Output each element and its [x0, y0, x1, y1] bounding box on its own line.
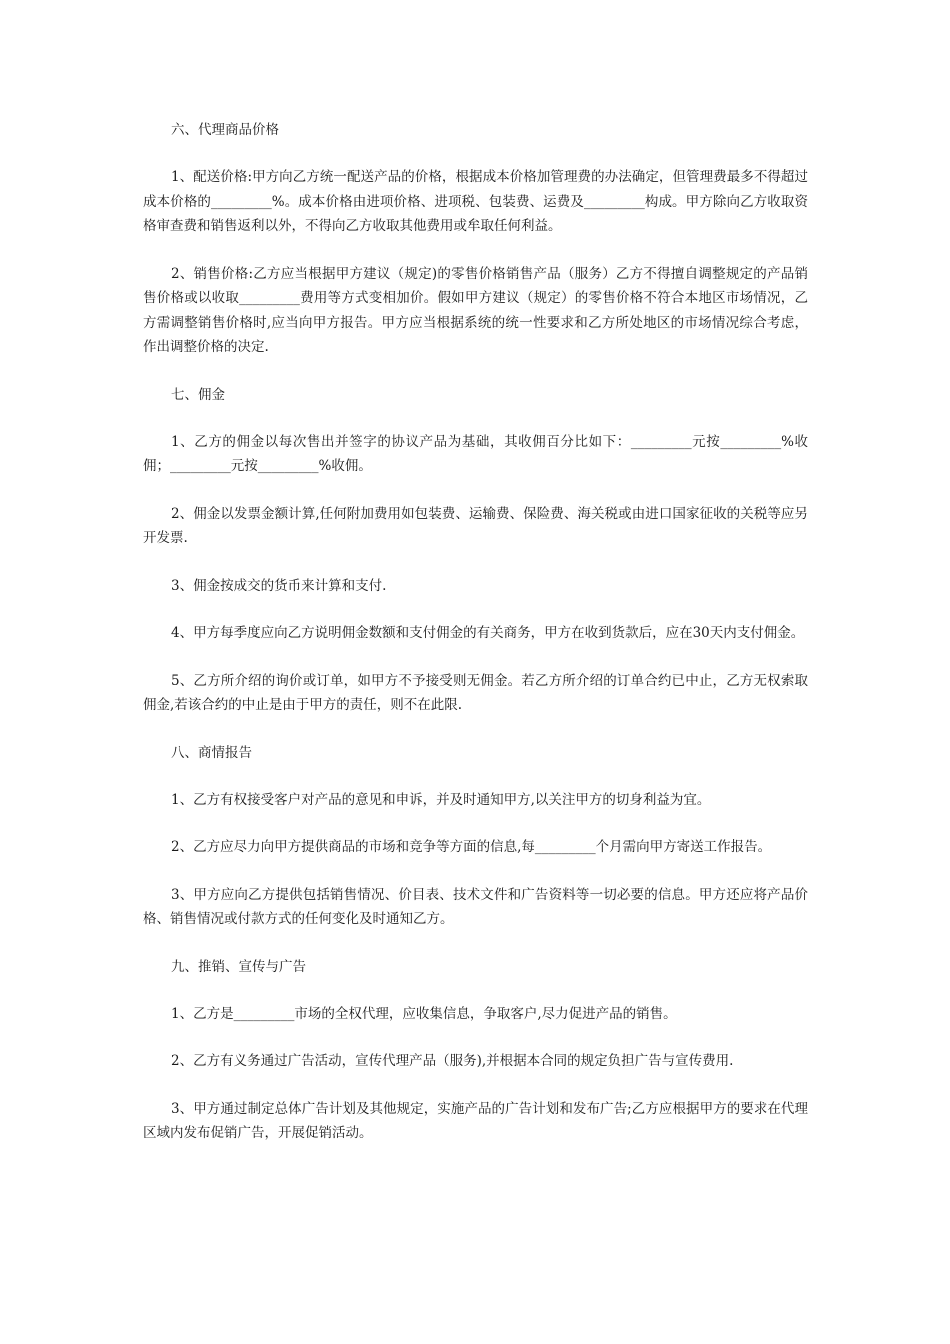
section-heading-promotion: 九、推销、宣传与广告 — [171, 958, 306, 975]
paragraph-delivery-price: 1、配送价格:甲方向乙方统一配送产品的价格，根据成本价格加管理费的办法确定，但管理费最多不得超过成本价格的_________%。成本价格由进项价格、进项税、包装费、运费及_________构成。甲方除向乙方收取资格审查费和销售返利以外，不得向乙方收取其他费用或牟取任何利益。 — [143, 169, 808, 234]
paragraph-commission-invoice: 2、佣金以发票金额计算,任何附加费用如包装费、运输费、保险费、海关税或由进口国家征收的关税等应另开发票. — [143, 505, 808, 546]
document-page — [143, 118, 808, 1169]
paragraph-commission-exclusion: 5、乙方所介绍的询价或订单，如甲方不予接受则无佣金。若乙方所介绍的订单合约已中止，乙方无权索取佣金,若该合约的中止是由于甲方的责任，则不在此限. — [143, 672, 808, 713]
section-heading-pricing: 六、代理商品价格 — [171, 122, 279, 138]
paragraph-commission-currency: 3、佣金按成交的货币来计算和支付. — [171, 577, 387, 594]
paragraph-sales-price: 2、销售价格:乙方应当根据甲方建议（规定)的零售价格销售产品（服务）乙方不得擅自调整规定的产品销售价格或以收取_________费用等方式变相加价。假如甲方建议（规定）的零售价格不符合本地区市场情况，乙方需调整销售价格时,应当向甲方报告。甲方应当根据系统的统一性要求和乙方所处地区的市场情况综合考虑，作出调整价格的决定. — [143, 265, 808, 355]
paragraph-info-provision: 3、甲方应向乙方提供包括销售情况、价目表、技术文件和广告资料等一切必要的信息。甲方还应将产品价格、销售情况或付款方式的任何变化及时通知乙方。 — [143, 886, 808, 927]
paragraph-customer-feedback: 1、乙方有权接受客户对产品的意见和申诉，并及时通知甲方,以关注甲方的切身利益为宜。 — [171, 791, 711, 808]
section-heading-commission: 七、佣金 — [171, 386, 225, 403]
paragraph-commission-rate: 1、乙方的佣金以每次售出并签字的协议产品为基础，其收佣百分比如下：_________元按_________%收佣；_________元按_________%收佣。 — [143, 433, 808, 474]
paragraph-exclusive-agent: 1、乙方是_________市场的全权代理，应收集信息，争取客户,尽力促进产品的销售。 — [171, 1005, 677, 1022]
paragraph-commission-payment: 4、甲方每季度应向乙方说明佣金数额和支付佣金的有关商务，甲方在收到货款后，应在30天内支付佣金。 — [171, 625, 805, 641]
paragraph-work-report: 2、乙方应尽力向甲方提供商品的市场和竞争等方面的信息,每_________个月需向甲方寄送工作报告。 — [171, 839, 772, 855]
paragraph-advertising-duty: 2、乙方有义务通过广告活动，宣传代理产品（服务),并根据本合同的规定负担广告与宣传费用. — [171, 1053, 734, 1069]
paragraph-advertising-plan: 3、甲方通过制定总体广告计划及其他规定，实施产品的广告计划和发布广告;乙方应根据甲方的要求在代理区域内发布促销广告，开展促销活动。 — [143, 1100, 808, 1141]
section-heading-market-report: 八、商情报告 — [171, 744, 252, 761]
